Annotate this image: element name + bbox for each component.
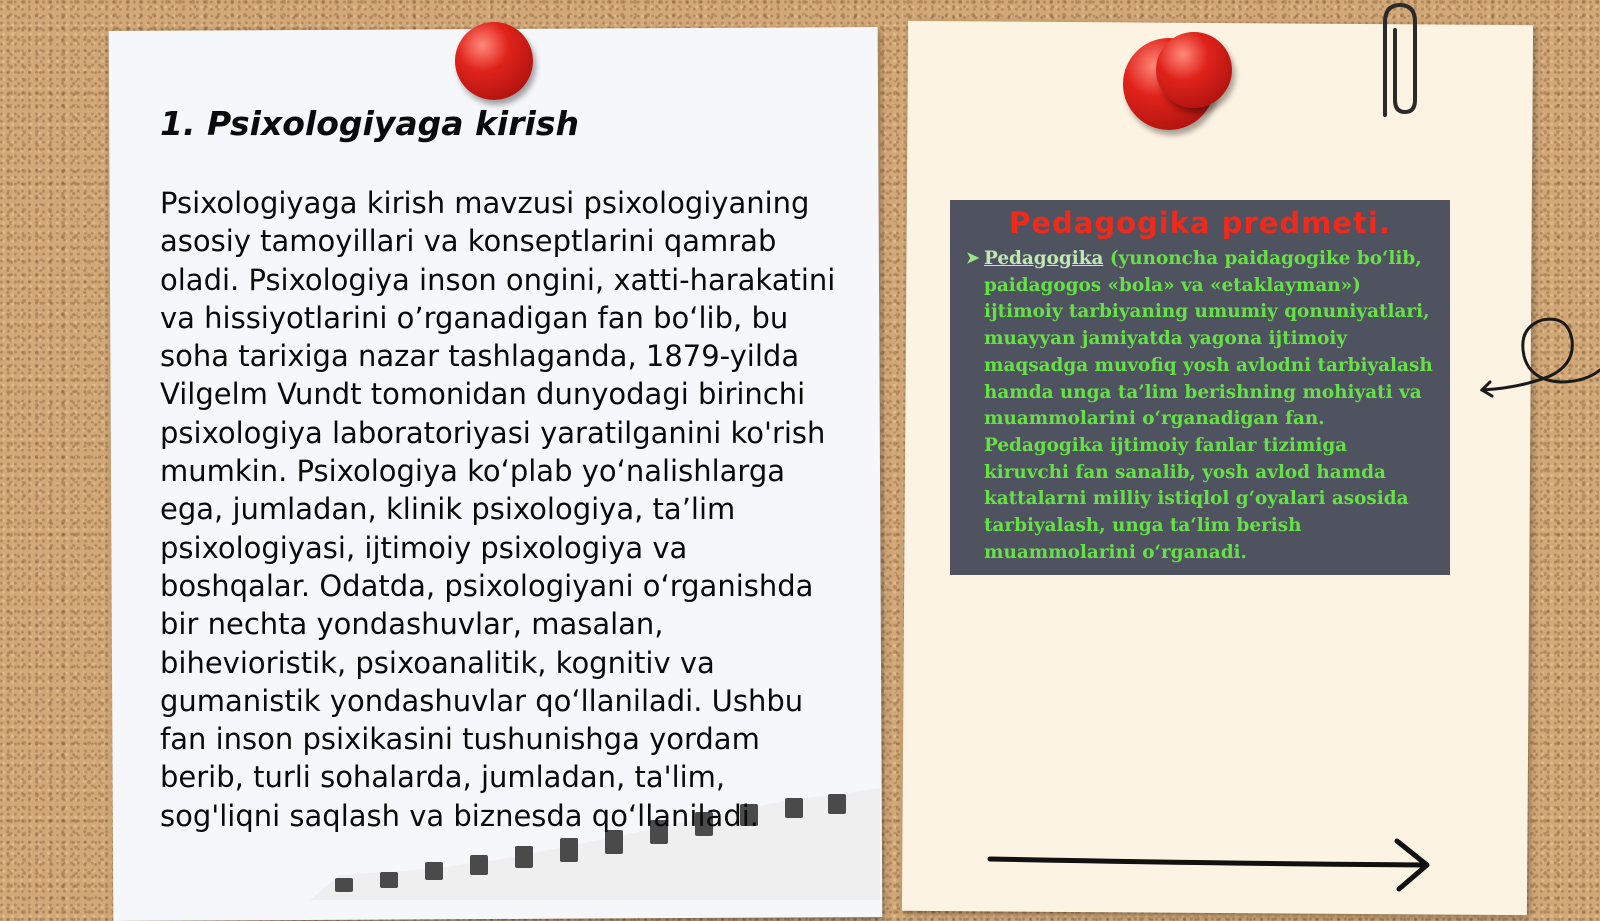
pedagogika-slide-panel xyxy=(950,200,1450,575)
red-pushpin-icon xyxy=(1156,32,1232,108)
panel-title: Pedagogika predmeti. xyxy=(1009,206,1391,240)
bullet-text: (yunoncha paidagogike bo‘lib, paidagogos «bola» va «etaklayman») ijtimoiy tarbiyaning umumiy qonuniyatlari, muayyan jamiyatda yagona ijtimoiy maqsadga muvofiq yosh avlodni tarbiyalash hamda unga ta’lim berishning mohiyati va muammolarini o‘rganadigan fan. Pedagogika ijtimoiy fanlar tizimiga kiruvchi fan sanalib, yosh avlod hamda kattalarni milliy istiqlol g‘oyalari asosida tarbiyalash, unga ta‘lim berish muammolarini o‘rganadi. xyxy=(984,248,1433,563)
panel-bullet xyxy=(962,246,1438,566)
arrowhead-bullet-icon: ➤ xyxy=(966,248,980,267)
curly-arrow-doodle-icon xyxy=(1480,310,1600,410)
arrow-right-icon xyxy=(985,835,1445,895)
bullet-term: Pedagogika xyxy=(984,248,1104,269)
paperclip-icon xyxy=(1375,0,1425,125)
red-pushpin-icon xyxy=(455,22,533,100)
card-body-text: Psixologiyaga kirish mavzusi psixologiyaning asosiy tamoyillari va konseptlarini qamrab oladi. Psixologiya inson ongini, xatti-harakatini va hissiyotlarini o’rganadigan fan bo‘lib, bu soha tarixiga nazar tashlaganda, 1879-yilda Vilgelm Vundt tomonidan dunyodagi birinchi psixologiya laboratoriyasi yaratilganini ko'rish mumkin. Psixologiya ko‘plab yo‘nalishlarga ega, jumladan, klinik psixologiya, ta’lim psixologiyasi, ijtimoiy psixologiya va boshqalar. Odatda, psixologiyani o‘rganishda bir nechta yondashuvlar, masalan, bihevioristik, psixoanalitik, kognitiv va gumanistik yondashuvlar qo‘llaniladi. Ushbu fan inson psixikasini tushunishga yordam berib, turli sohalarda, jumladan, ta'lim, sog'liqni saqlash va biznesda qo‘llaniladi. xyxy=(160,186,836,833)
card-title: 1. Psixologiyaga kirish xyxy=(160,104,579,143)
